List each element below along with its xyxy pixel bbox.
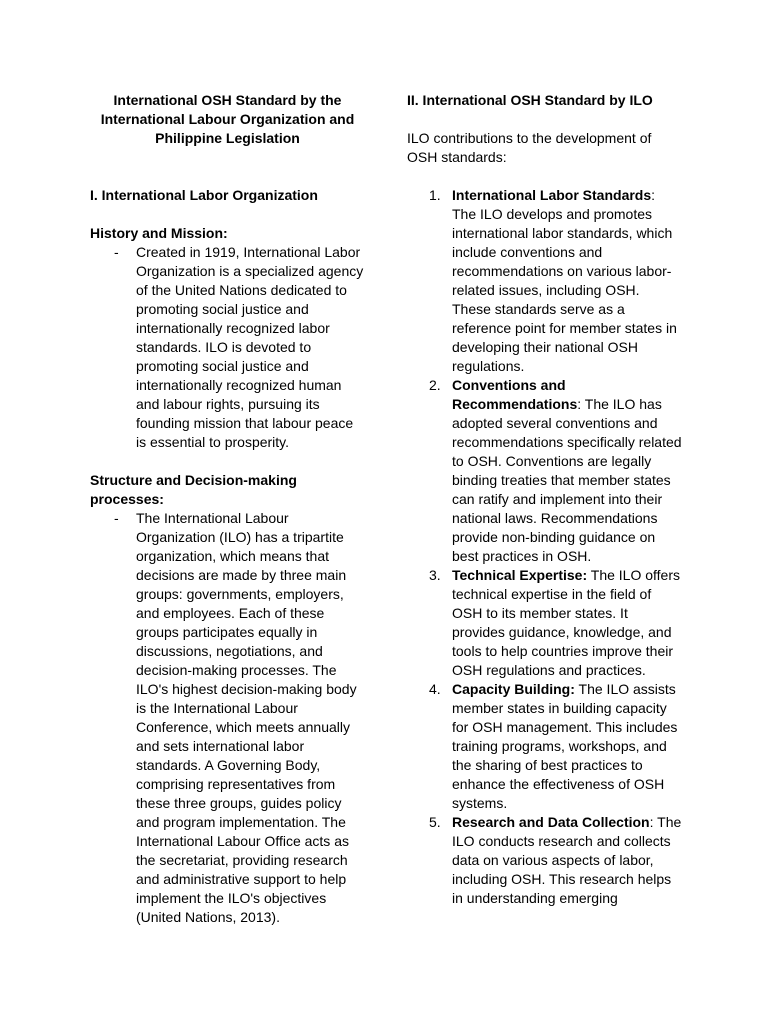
history-item — [90, 243, 365, 452]
history-heading: History and Mission: — [90, 225, 228, 241]
structure-heading: Structure and Decision-making processes: — [90, 472, 297, 507]
item-separator: : — [577, 396, 582, 412]
item-title: International Labor Standards — [452, 187, 652, 203]
item-title: Conventions and Recommendations — [452, 377, 578, 412]
item-number: 5. — [429, 814, 441, 830]
structure-item — [90, 509, 365, 927]
item-title: Research and Data Collection — [452, 814, 650, 830]
item-number: 2. — [429, 377, 441, 393]
history-text: Created in 1919, International Labor Organization is a specialized agency of the United Nations dedicated to promoting social justice and internationally recognized labor standards. ILO is devoted to promoting social justice and internationally recognized human and labour rights, pursuing its founding mission that labour peace is essential to prosperity. — [136, 244, 364, 450]
intro-text: ILO contributions to the development of OSH standards: — [407, 130, 652, 165]
item-number: 3. — [429, 567, 441, 583]
left-column — [90, 91, 365, 927]
list-item — [407, 376, 682, 566]
item-text: The ILO offers technical expertise in the field of OSH to its member states. It provides guidance, knowledge, and tools to help countries improve their OSH regulations and practices. — [452, 567, 681, 678]
dash-marker: - — [114, 510, 119, 526]
dash-marker: - — [114, 244, 119, 260]
item-separator: : — [651, 187, 656, 203]
list-item — [407, 813, 682, 908]
structure-text: The International Labour Organization (ILO) has a tripartite organization, which means that decisions are made by three main groups: governments, employers, and employees. Each of these groups participates equally in discussions, negotiations, and decision-making processes. The ILO's highest decision-making body is the International Labour Conference, which meets annually and sets international labor standards. A Governing Body, comprising representatives from these three groups, guides policy and program implementation. The International Labour Office acts as the secretariat, providing research and administrative support to help implement the ILO's objectives (United Nations, 2013). — [136, 510, 357, 925]
item-number: 4. — [429, 681, 441, 697]
contributions-list — [407, 186, 682, 908]
list-item — [407, 566, 682, 680]
list-item — [407, 186, 682, 376]
document-title: International OSH Standard by the International Labour Organization and Philippine Legislation — [100, 92, 355, 146]
item-text: The ILO conducts research and collects data on various aspects of labor, including OSH. This research helps in understanding emerging — [452, 814, 682, 906]
item-title: Capacity Building: — [452, 681, 575, 697]
right-column — [407, 91, 682, 908]
item-text: The ILO assists member states in building capacity for OSH management. This includes training programs, workshops, and the sharing of best practices to enhance the effectiveness of OSH systems. — [452, 681, 678, 811]
item-number: 1. — [429, 187, 441, 203]
section2-heading: II. International OSH Standard by ILO — [407, 92, 653, 108]
item-separator: : — [649, 814, 654, 830]
item-text: The ILO has adopted several conventions and recommendations specifically related to OSH. Conventions are legally binding treaties that member states can ratify and implement into their national laws. Recommendations provide non-binding guidance on best practices in OSH. — [452, 396, 682, 564]
list-item — [407, 680, 682, 813]
item-title: Technical Expertise: — [452, 567, 588, 583]
section1-heading: I. International Labor Organization — [90, 187, 318, 203]
item-text: The ILO develops and promotes international labor standards, which include conventions and recommendations on various labor-related issues, including OSH. These standards serve as a reference point for member states in developing their national OSH regulations. — [452, 206, 677, 374]
